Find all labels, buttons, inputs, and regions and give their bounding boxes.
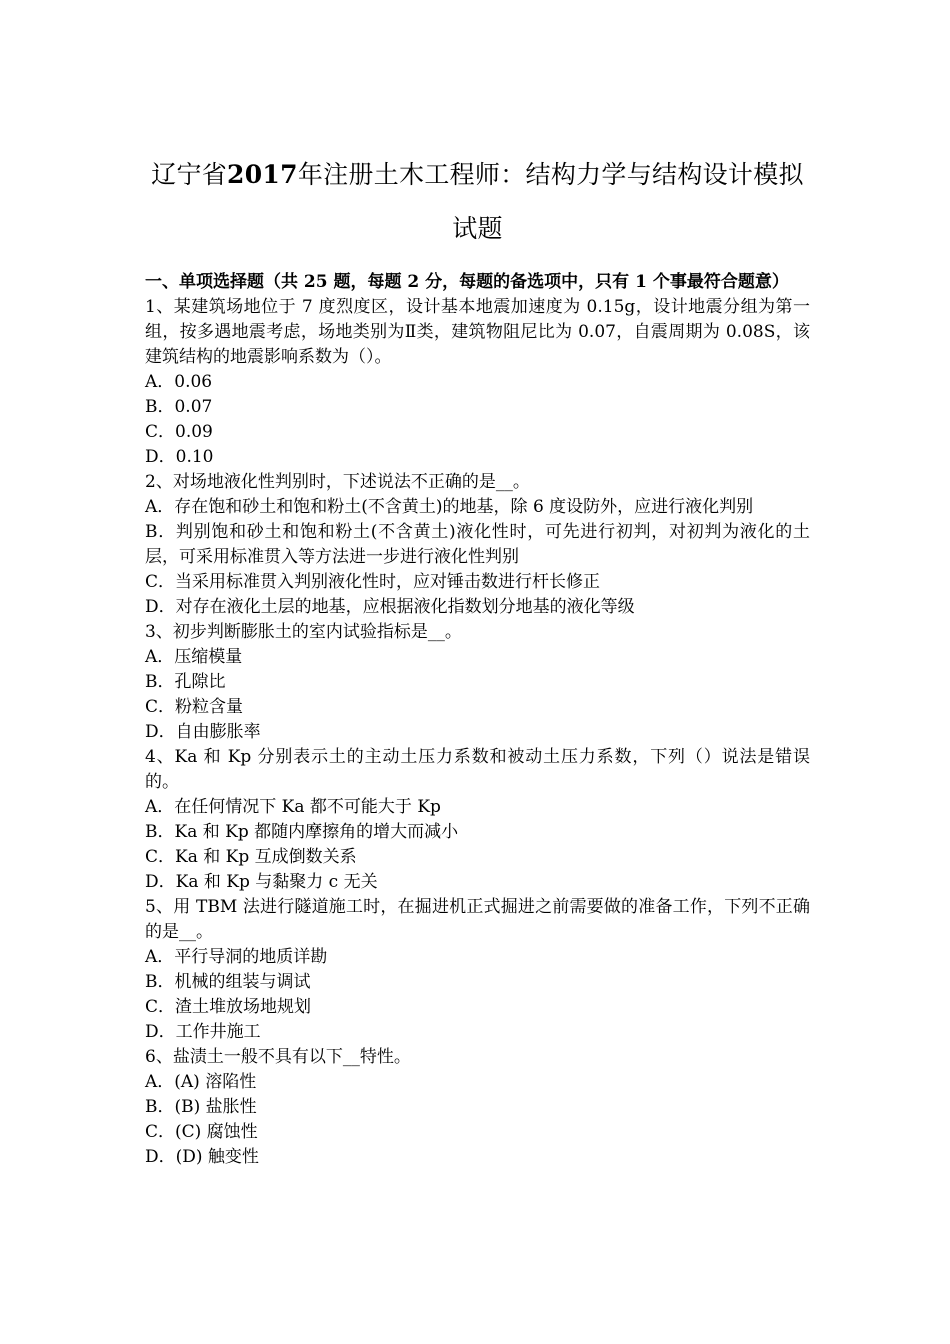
question-stem: 2、对场地液化性判别时，下述说法不正确的是__。 xyxy=(145,472,530,492)
title-part1: 辽宁省 xyxy=(151,160,228,189)
question-stem: 5、用 TBM 法进行隧道施工时，在掘进机正式掘进之前需要做的准备工作，下列不正确的是__。 xyxy=(145,897,810,942)
option-b: B．Ka 和 Kp 都随内摩擦角的增大而减小 xyxy=(145,822,459,842)
option-c: C．(C) 腐蚀性 xyxy=(145,1122,258,1142)
question-3 xyxy=(145,620,810,745)
option-a: A．压缩模量 xyxy=(145,647,243,667)
option-a: A．存在饱和砂土和饱和粉土(不含黄土)的地基，除 6 度设防外，应进行液化判别 xyxy=(145,497,754,517)
question-6 xyxy=(145,1045,810,1170)
question-2 xyxy=(145,470,810,620)
section-heading: 一、单项选择题（共 25 题，每题 2 分，每题的备选项中，只有 1 个事最符合题意） xyxy=(145,272,789,292)
option-d: D．对存在液化土层的地基，应根据液化指数划分地基的液化等级 xyxy=(145,597,635,617)
question-1 xyxy=(145,295,810,470)
option-c: C．渣土堆放场地规划 xyxy=(145,997,312,1017)
option-c: C．当采用标准贯入判别液化性时，应对锤击数进行杆长修正 xyxy=(145,572,601,592)
option-b: B．孔隙比 xyxy=(145,672,226,692)
question-stem: 4、Ka 和 Kp 分别表示土的主动土压力系数和被动土压力系数，下列（）说法是错误的。 xyxy=(145,747,810,792)
option-d: D．工作井施工 xyxy=(145,1022,261,1042)
option-d: D．Ka 和 Kp 与黏聚力 c 无关 xyxy=(145,872,378,892)
question-stem: 1、某建筑场地位于 7 度烈度区，设计基本地震加速度为 0.15g，设计地震分组为第一组，按多遇地震考虑，场地类别为Ⅱ类，建筑物阻尼比为 0.07，自震周期为 0.08S，该建筑结构的地震影响系数为（）。 xyxy=(145,297,810,367)
option-c: C．0.09 xyxy=(145,422,213,442)
option-b: B．0.07 xyxy=(145,397,213,417)
question-stem: 3、初步判断膨胀土的室内试验指标是__。 xyxy=(145,622,462,642)
option-d: D．自由膨胀率 xyxy=(145,722,261,742)
question-4 xyxy=(145,745,810,895)
option-b: B．(B) 盐胀性 xyxy=(145,1097,257,1117)
option-a: A．平行导洞的地质详勘 xyxy=(145,947,328,967)
option-c: C．Ka 和 Kp 互成倒数关系 xyxy=(145,847,357,867)
question-5 xyxy=(145,895,810,1045)
title-year: 2017 xyxy=(227,160,298,189)
option-b: B．机械的组装与调试 xyxy=(145,972,311,992)
document-title xyxy=(145,148,810,256)
option-b: B．判别饱和砂土和饱和粉土(不含黄土)液化性时，可先进行初判，对初判为液化的土层，可采用标准贯入等方法进一步进行液化性判别 xyxy=(145,522,810,567)
option-a: A．0.06 xyxy=(145,372,213,392)
option-a: A．在任何情况下 Ka 都不可能大于 Kp xyxy=(145,797,441,817)
title-part2: 年注册土木工程师：结构力学与结构设计模拟试题 xyxy=(297,160,804,243)
option-d: D．(D) 触变性 xyxy=(145,1147,259,1167)
option-c: C．粉粒含量 xyxy=(145,697,244,717)
question-list xyxy=(145,295,810,1170)
option-a: A．(A) 溶陷性 xyxy=(145,1072,257,1092)
question-stem: 6、盐渍土一般不具有以下__特性。 xyxy=(145,1047,411,1067)
option-d: D．0.10 xyxy=(145,447,214,467)
document-page xyxy=(145,0,810,1170)
